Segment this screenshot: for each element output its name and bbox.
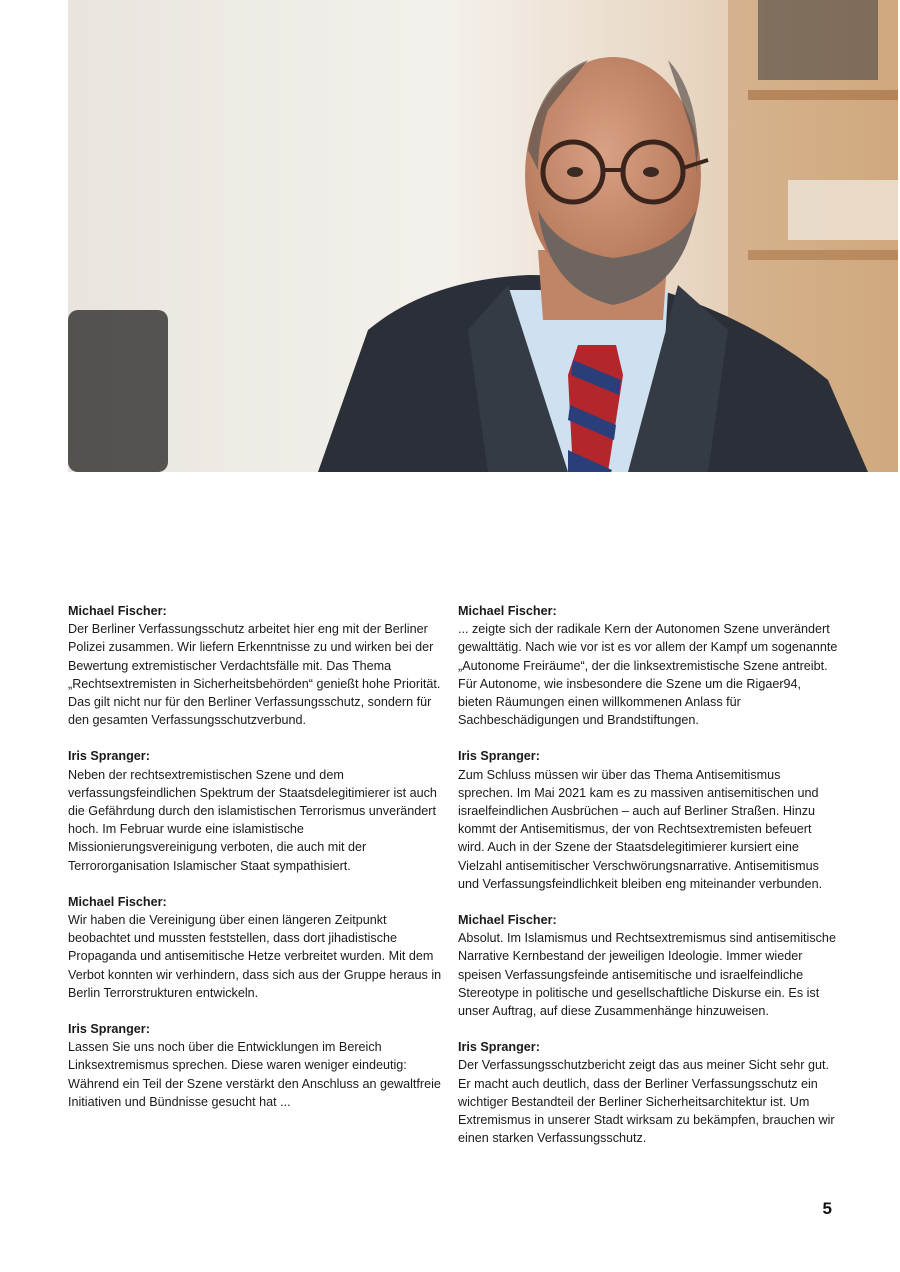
interview-block <box>68 893 448 1002</box>
interview-block <box>458 911 838 1020</box>
interview-block <box>458 1038 838 1147</box>
speaker-name: Michael Fischer: <box>458 604 557 618</box>
page-number: 5 <box>822 1199 832 1218</box>
interview-block <box>458 602 838 729</box>
interview-block <box>68 1020 448 1111</box>
interview-text: Neben der rechtsextremistischen Szene und dem verfassungsfeindlichen Spektrum der Staatsdelegitimierer ist auch die Gefährdung durch den islamistischen Terrorismus unverändert hoch. Im Februar wurde eine islamistische Missionierungsvereinigung verboten, die auch mit der Terrororganisation Islamischer Staat sympathisiert. <box>68 767 437 873</box>
interview-text: ... zeigte sich der radikale Kern der Autonomen Szene unverändert gewalttätig. Nach wie vor ist es vor allem der Kampf um sogenannte „Autonome Freiräume“, der die linksextremistische Szene antreibt. Für Autonome, wie insbesondere die Szene um die Rigaer94, bieten Räumungen einen willkommenen Anlass für Sachbeschädigungen und Brandstiftungen. <box>458 622 838 728</box>
interview-text: Der Berliner Verfassungsschutz arbeitet hier eng mit der Berliner Polizei zusammen. Wir liefern Erkenntnisse zu und wirken bei der Bewertung extremistischer Verdachtsfälle mit. Das Thema „Rechtsextremisten in Sicherheitsbehörden“ genießt hohe Priorität. Das gilt nicht nur für den Berliner Verfassungsschutz, sondern für den gesamten Verfassungsschutzverbund. <box>68 622 441 728</box>
speaker-name: Michael Fischer: <box>68 894 167 909</box>
speaker-name: Michael Fischer: <box>68 604 167 618</box>
interview-block <box>458 747 838 893</box>
speaker-name: Iris Spranger: <box>68 749 150 764</box>
interview-text: Wir haben die Vereinigung über einen längeren Zeitpunkt beobachtet und mussten feststellen, dass dort jihadistische Propaganda und antisemitische Hetze verbreitet wurden. Mit dem Verbot konnten wir verhindern, dass sich aus der Gruppe heraus in Berlin Terrorstrukturen entwickeln. <box>68 913 442 1000</box>
interview-block <box>68 747 448 874</box>
portrait-illustration <box>68 0 898 472</box>
speaker-name: Iris Spranger: <box>68 1022 150 1037</box>
interview-block <box>68 602 448 729</box>
interview-text: Zum Schluss müssen wir über das Thema Antisemitismus sprechen. Im Mai 2021 kam es zu massiven antisemitischen und israelfeindlichen Ausbrüchen – auch auf Berliner Straßen. Hinzu kommt der Antisemitismus, der von Rechtsextremisten befeuert wird. Auch in der Szene der Staatsdelegitimierer kursiert eine Vielzahl antisemitischer Verschwörungsnarrative. Antisemitismus und Verfassungsfeindlichkeit bleiben eng miteinander verbunden. <box>458 767 823 891</box>
interview-text: Lassen Sie uns noch über die Entwicklungen im Bereich Linksextremismus sprechen. Diese waren weniger eindeutig: Während ein Teil der Szene verstärkt den Anschluss an gewaltfreie Initiativen und Bündnisse gesucht hat ... <box>68 1040 441 1109</box>
right-column <box>458 602 838 1165</box>
speaker-name: Michael Fischer: <box>458 913 557 928</box>
speaker-name: Iris Spranger: <box>458 1040 540 1055</box>
portrait-photo <box>68 0 898 472</box>
left-column <box>68 602 448 1129</box>
interview-text: Absolut. Im Islamismus und Rechtsextremismus sind antisemitische Narrative Kernbestand der jeweiligen Ideologie. Immer wieder speisen Verfassungsfeinde antisemitische und israelfeindliche Stereotype in politische und gesellschaftliche Diskurse ein. Es ist unser Auftrag, auf diese Zusammenhänge hinzuweisen. <box>458 931 836 1019</box>
interview-text: Der Verfassungsschutzbericht zeigt das aus meiner Sicht sehr gut. Er macht auch deutlich, dass der Berliner Verfassungsschutz ein wichtiger Bestandteil der Berliner Sicherheitsarchitektur ist. Um Extremismus in unserer Stadt wirksam zu bekämpfen, brauchen wir einen starken Verfassungsschutz. <box>458 1058 835 1146</box>
speaker-name: Iris Spranger: <box>458 749 540 764</box>
